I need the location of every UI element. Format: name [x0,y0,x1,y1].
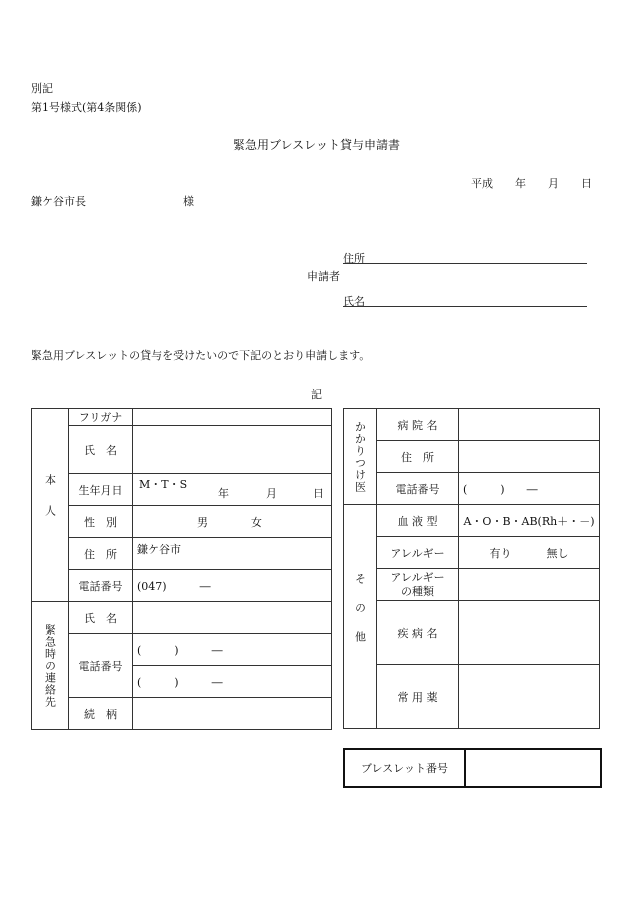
bracelet-number-box [343,748,602,788]
allergy-no-option[interactable]: 無し [546,546,569,560]
hospital-address-label: 住 所 [377,441,459,473]
hospital-label: 病 院 名 [377,409,459,441]
birthdate-field[interactable] [133,474,332,506]
application-date: 平成 年 月 日 [471,177,592,190]
applicant-role-label: 申請者 [307,270,340,283]
applicant-name-line[interactable] [343,306,587,307]
medical-info-table [343,408,600,729]
applicant-name-label: 氏名 [343,295,365,308]
section-self: 本人 [32,409,69,602]
intro-text: 緊急用ブレスレットの貸与を受けたいので下記のとおり申請します。 [31,349,371,362]
emergency-relation-field[interactable] [133,698,332,730]
birthdate-label: 生年月日 [69,474,133,506]
bracelet-number-label: ブレスレット番号 [344,749,465,787]
blood-type-field[interactable] [459,505,600,537]
hospital-address-field[interactable] [459,441,600,473]
furigana-label: フリガナ [69,409,133,426]
allergy-yes-option[interactable]: 有り [489,546,512,560]
hospital-phone-prefill: ( ) ― [463,482,538,496]
allergy-label: アレルギー [377,537,459,569]
address-prefill: 鎌ケ谷市 [137,543,181,556]
blood-type-options: A・O・B・AB(Rh＋・－) [463,514,595,528]
birth-month-unit: 月 [266,487,277,500]
applicant-address-label: 住所 [343,252,365,265]
blood-type-label: 血 液 型 [377,505,459,537]
disease-label: 疾 病 名 [377,601,459,665]
hospital-phone-field[interactable] [459,473,600,505]
sex-male-option[interactable]: 男 [197,515,208,529]
sex-field[interactable] [133,506,332,538]
disease-field[interactable] [459,601,600,665]
personal-info-table [31,408,332,730]
bracelet-number-field[interactable] [465,749,601,787]
section-family-doctor: かかりつけ医 [344,409,377,505]
address-field[interactable] [133,538,332,570]
phone-prefill: (047) ― [137,579,211,593]
allergy-kind-label: アレルギー の種類 [377,569,459,601]
addressee-honorific: 様 [183,195,194,208]
allergy-kind-field[interactable] [459,569,600,601]
medicine-field[interactable] [459,665,600,729]
birth-year-unit: 年 [218,487,229,500]
birth-day-unit: 日 [313,487,324,500]
annex-label: 別記 [31,82,53,95]
page-title: 緊急用ブレスレット貸与申請書 [233,138,401,152]
applicant-address-line[interactable] [343,263,587,264]
emergency-phone2-field[interactable] [133,666,332,698]
phone-label: 電話番号 [69,570,133,602]
addressee: 鎌ケ谷市長 [31,195,86,208]
phone-field[interactable] [133,570,332,602]
emergency-phone2-prefill: ( ) ― [137,675,223,689]
emergency-name-field[interactable] [133,602,332,634]
section-emergency-contact: 緊急時の連絡先 [32,602,69,730]
birth-era-options: M・T・S [139,478,188,491]
emergency-phone1-prefill: ( ) ― [137,643,223,657]
name-field[interactable] [133,426,332,474]
form-number: 第1号様式(第4条関係) [31,101,142,114]
hospital-phone-label: 電話番号 [377,473,459,505]
emergency-phone-label: 電話番号 [69,634,133,698]
furigana-field[interactable] [133,409,332,426]
sex-female-option[interactable]: 女 [251,515,262,529]
medicine-label: 常 用 薬 [377,665,459,729]
name-label: 氏 名 [69,426,133,474]
emergency-name-label: 氏 名 [69,602,133,634]
address-label: 住 所 [69,538,133,570]
emergency-relation-label: 続 柄 [69,698,133,730]
emergency-phone1-field[interactable] [133,634,332,666]
section-other: その他 [344,505,377,729]
ki-label: 記 [311,388,322,401]
allergy-field[interactable] [459,537,600,569]
hospital-field[interactable] [459,409,600,441]
sex-label: 性 別 [69,506,133,538]
